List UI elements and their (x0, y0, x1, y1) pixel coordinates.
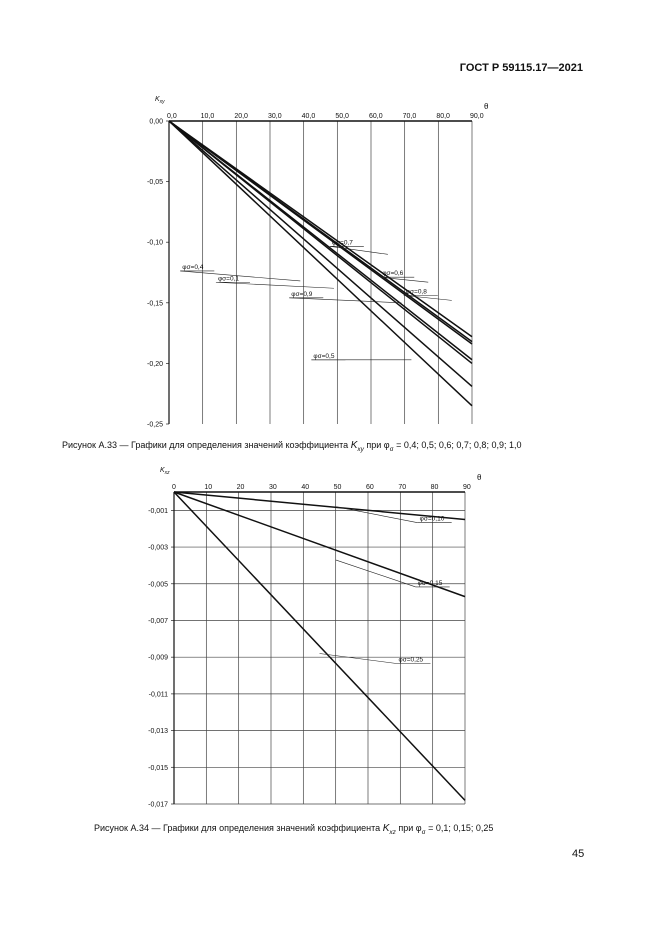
x-tick-label: 80 (430, 484, 439, 491)
series-annotation-label: φσ=0,9 (291, 290, 313, 298)
y-axis-label: $K_{xz}$ (160, 467, 170, 476)
series-annotation-label: φσ=0,5 (313, 352, 335, 360)
y-tick-label: -0,013 (148, 728, 168, 736)
x-tick-label: 40,0 (301, 113, 316, 120)
caption-symbol: K (350, 440, 358, 451)
y-tick-label: -0,009 (148, 654, 168, 662)
annotation-leader (216, 282, 334, 288)
y-tick-label: -0,015 (148, 764, 168, 772)
x-tick-label: 70 (398, 484, 407, 491)
series-line (169, 121, 472, 344)
caption-values: = 0,1; 0,15; 0,25 (425, 823, 494, 833)
x-tick-label: 20,0 (234, 113, 248, 120)
x-tick-label: 30 (269, 484, 277, 491)
series-line (169, 121, 472, 406)
caption-suffix-sub: σ (421, 828, 426, 836)
series-annotation-label: φσ=0,7 (331, 239, 353, 247)
series-annotation-label: φσ=0,25 (398, 656, 424, 664)
x-axis-label: θ (484, 102, 489, 111)
x-tick-label: 10,0 (200, 113, 215, 120)
x-tick-label: 80,0 (436, 113, 450, 120)
series-annotation-label: φσ=0,1 (217, 275, 240, 283)
y-tick-label: -0,017 (148, 801, 168, 809)
y-tick-label: -0,003 (148, 544, 168, 552)
series-line (174, 492, 465, 800)
annotation-leader (180, 271, 300, 281)
x-tick-label: 50 (333, 484, 342, 491)
annotation-leader (336, 507, 418, 523)
caption-prefix: Рисунок А.34 — Графики для определения значений коэффициента (94, 823, 383, 833)
document-standard-header: ГОСТ Р 59115.17—2021 (459, 62, 583, 74)
series-line (169, 121, 472, 363)
y-tick-label: -0,001 (148, 507, 168, 515)
y-tick-label: -0,25 (147, 421, 163, 429)
caption-symbol: K (382, 823, 390, 834)
annotation-leader (330, 246, 388, 254)
y-tick-label: -0,011 (148, 691, 168, 699)
figure-a34-caption (94, 823, 493, 836)
y-axis-label-subscript: xz (164, 470, 170, 476)
caption-suffix: при φ (395, 823, 422, 833)
y-tick-label: -0,15 (147, 300, 163, 308)
annotation-leader (289, 298, 401, 303)
caption-prefix: Рисунок А.33 — Графики для определения значений коэффициента (62, 440, 351, 450)
y-axis-label-subscript: xy (159, 99, 165, 105)
x-tick-label: 70,0 (402, 113, 417, 120)
x-tick-label: 30,0 (268, 113, 282, 120)
x-tick-label: 40 (301, 484, 310, 491)
x-tick-label: 0,0 (167, 113, 177, 120)
caption-suffix-sub: σ (389, 445, 394, 453)
series-annotation-label: φσ=0,8 (405, 288, 427, 296)
caption-symbol-sub: xy (357, 445, 364, 453)
x-tick-label: 20 (236, 484, 245, 491)
y-tick-label: 0,00 (149, 118, 163, 126)
page-number: 45 (572, 848, 585, 860)
series-annotation-label: φσ=0,4 (182, 263, 204, 271)
y-axis-label: $K_{xy}$ (155, 96, 165, 105)
series-line (169, 121, 472, 386)
x-tick-label: 60 (366, 484, 374, 491)
y-tick-label: -0,05 (147, 179, 163, 187)
x-tick-label: 60,0 (369, 113, 383, 120)
x-axis-label: θ (477, 473, 482, 482)
x-tick-label: 10 (204, 484, 213, 491)
x-tick-label: 0 (172, 484, 176, 491)
figure-a33-caption (62, 440, 521, 453)
series-annotation-label: φσ=0,10 (419, 515, 445, 523)
x-tick-label: 90,0 (470, 113, 484, 120)
caption-values: = 0,4; 0,5; 0,6; 0,7; 0,8; 0,9; 1,0 (393, 440, 522, 450)
y-tick-label: -0,007 (148, 617, 168, 625)
y-tick-label: -0,20 (147, 360, 163, 368)
series-annotation-label: φσ=0,15 (417, 579, 443, 587)
x-tick-label: 50,0 (335, 113, 349, 120)
y-tick-label: -0,005 (148, 581, 168, 589)
caption-symbol-sub: xz (389, 828, 396, 836)
series-annotation-label: φσ=0,6 (382, 270, 404, 278)
x-tick-label: 90 (463, 484, 471, 491)
caption-suffix: при φ (363, 440, 390, 450)
y-tick-label: -0,10 (147, 239, 163, 247)
